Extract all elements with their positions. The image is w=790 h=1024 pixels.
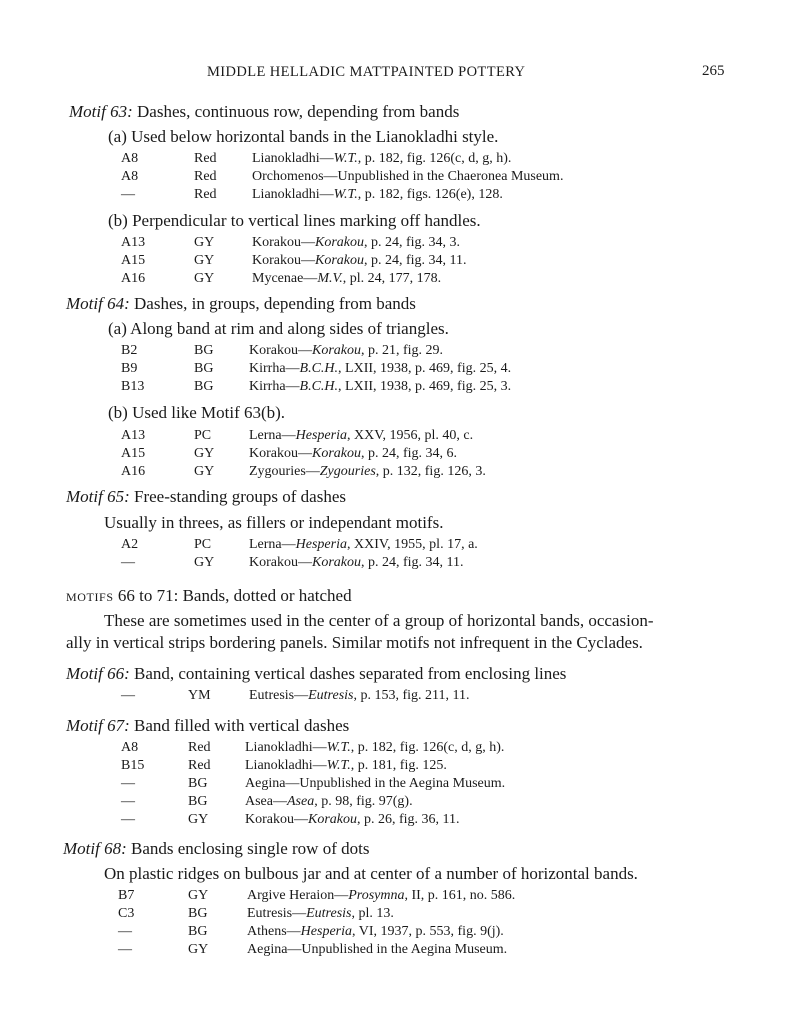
reference-text: , XXIV, 1955, pl. 17, a.: [346, 537, 478, 552]
catalogue-entry: [121, 688, 700, 706]
subsection-heading: (b) Used like Motif 63(b).: [108, 403, 286, 422]
ware-type: BG: [188, 906, 208, 921]
motif-title: Band filled with vertical dashes: [129, 716, 350, 735]
running-head: MIDDLE HELLADIC MATTPAINTED POTTERY: [207, 64, 526, 80]
reference-text: Aegina—Unpublished in the Aegina Museum.: [245, 776, 506, 791]
catalogue-entry: [118, 906, 700, 924]
reference: [249, 464, 486, 480]
motif-label: Motif 66:: [66, 664, 130, 683]
motif-heading: [63, 839, 369, 859]
reference-text: , LXII, 1938, p. 469, fig. 25, 3.: [338, 379, 512, 394]
shape-code: B13: [121, 379, 145, 394]
reference-text: Lianokladhi—: [245, 758, 327, 773]
reference-text: Mycenae—: [252, 271, 318, 286]
reference-title: W.T.: [333, 151, 358, 166]
shape-code: —: [121, 812, 135, 827]
shape-code: —: [118, 942, 132, 957]
catalogue-entry: [121, 271, 700, 289]
subsection-heading: (b) Perpendicular to vertical lines marking off handles.: [108, 211, 481, 230]
motif-label: Motif 64:: [66, 294, 130, 313]
catalogue-entry: [121, 537, 700, 555]
reference-title: Prosymna: [348, 888, 405, 903]
shape-code: C3: [118, 906, 135, 921]
ware-type: Red: [194, 169, 217, 184]
reference-title: B.C.H.: [299, 361, 339, 376]
ware-type: YM: [188, 688, 211, 703]
catalogue-entry: [118, 942, 700, 960]
reference: [249, 537, 478, 553]
catalogue-entry: [121, 776, 700, 794]
motif-title: 66 to 71: Bands, dotted or hatched: [113, 586, 352, 605]
ware-type: Red: [188, 740, 211, 755]
shape-code: —: [121, 794, 135, 809]
catalogue-entry: [121, 464, 700, 482]
catalogue-entry: [121, 758, 700, 776]
ware-type: GY: [194, 555, 215, 570]
catalogue-entry: [121, 169, 700, 187]
reference-text: , p. 98, fig. 97(g).: [314, 794, 413, 809]
reference: [245, 758, 447, 774]
paragraph-line: These are sometimes used in the center of a group of horizontal bands, occasion-: [104, 611, 654, 630]
motif-label: Motif 68:: [63, 839, 127, 858]
motif-label: Motif 63:: [69, 102, 133, 121]
reference: [245, 812, 460, 828]
reference: [247, 888, 515, 904]
reference: [245, 794, 413, 810]
reference: [252, 253, 467, 269]
reference-title: Korakou: [312, 446, 361, 461]
motif-heading: [66, 664, 566, 684]
reference-text: , pl. 13.: [351, 906, 394, 921]
ware-type: GY: [188, 942, 209, 957]
catalogue-entry: [121, 187, 700, 205]
reference: [252, 271, 441, 287]
reference-text: Eutresis—: [249, 688, 309, 703]
catalogue-entry: [121, 343, 700, 361]
reference: [252, 151, 511, 167]
catalogue-entry: [121, 446, 700, 464]
reference: [249, 361, 511, 377]
reference-text: Korakou—: [249, 343, 312, 358]
reference-text: , p. 24, fig. 34, 11.: [364, 253, 467, 268]
reference: [247, 906, 394, 922]
reference-text: , pl. 24, 177, 178.: [342, 271, 442, 286]
reference-title: Korakou: [312, 343, 361, 358]
reference-text: Athens—: [247, 924, 301, 939]
reference: [249, 379, 511, 395]
ware-type: BG: [188, 776, 208, 791]
reference-title: Hesperia: [295, 428, 347, 443]
paragraph-line: Usually in threes, as fillers or independant motifs.: [104, 513, 444, 532]
reference-title: Korakou: [315, 235, 364, 250]
reference-text: , p. 132, fig. 126, 3.: [375, 464, 486, 479]
shape-code: B2: [121, 343, 138, 358]
motif-heading: [66, 716, 349, 736]
reference-text: Orchomenos—Unpublished in the Chaeronea Museum.: [252, 169, 564, 184]
reference: [247, 924, 504, 940]
reference: [249, 688, 470, 704]
reference-text: , p. 153, fig. 211, 11.: [353, 688, 470, 703]
shape-code: A15: [121, 253, 146, 268]
catalogue-entry: [121, 253, 700, 271]
reference-text: Lerna—: [249, 428, 296, 443]
reference-title: Korakou: [315, 253, 364, 268]
motif-title: Free-standing groups of dashes: [129, 487, 346, 506]
reference: [249, 343, 443, 359]
reference-title: Korakou: [308, 812, 357, 827]
page-number: 265: [702, 63, 725, 79]
ware-type: GY: [194, 446, 215, 461]
reference-title: W.T.: [326, 758, 351, 773]
catalogue-entry: [121, 361, 700, 379]
reference-text: , p. 182, figs. 126(e), 128.: [357, 187, 503, 202]
reference-title: W.T.: [326, 740, 351, 755]
catalogue-entry: [118, 888, 700, 906]
reference-title: Eutresis: [306, 906, 352, 921]
ware-type: BG: [194, 361, 214, 376]
reference-text: Argive Heraion—: [247, 888, 349, 903]
reference-text: , p. 24, fig. 34, 3.: [364, 235, 461, 250]
motif-heading: [66, 294, 416, 314]
catalogue-entry: [121, 555, 700, 573]
shape-code: A8: [121, 169, 139, 184]
reference-title: W.T.: [333, 187, 358, 202]
reference-text: , VI, 1937, p. 553, fig. 9(j).: [352, 924, 504, 939]
motif-title: Band, containing vertical dashes separated from enclosing lines: [129, 664, 567, 683]
reference: [252, 235, 460, 251]
ware-type: Red: [194, 151, 217, 166]
shape-code: —: [118, 924, 132, 939]
shape-code: A13: [121, 235, 146, 250]
reference-text: Korakou—: [249, 555, 312, 570]
catalogue-entry: [118, 924, 700, 942]
ware-type: BG: [194, 343, 214, 358]
reference: [247, 942, 507, 958]
ware-type: GY: [194, 271, 215, 286]
shape-code: B15: [121, 758, 145, 773]
reference-text: Aegina—Unpublished in the Aegina Museum.: [247, 942, 508, 957]
ware-type: Red: [194, 187, 217, 202]
ware-type: BG: [188, 924, 208, 939]
reference-text: Korakou—: [249, 446, 312, 461]
paragraph-line: ally in vertical strips bordering panels. Similar motifs not infrequent in the Cyclades.: [66, 633, 643, 652]
shape-code: A8: [121, 740, 139, 755]
subsection-heading: (a) Along band at rim and along sides of triangles.: [108, 319, 449, 338]
subsection-heading: (a) Used below horizontal bands in the Lianokladhi style.: [108, 127, 499, 146]
shape-code: —: [121, 555, 135, 570]
catalogue-entry: [121, 740, 700, 758]
ware-type: Red: [188, 758, 211, 773]
catalogue-entry: [121, 151, 700, 169]
motif-title: Dashes, continuous row, depending from bands: [132, 102, 460, 121]
shape-code: —: [121, 187, 135, 202]
reference-text: , XXV, 1956, pl. 40, c.: [346, 428, 474, 443]
motif-label: MOTIFS: [66, 590, 114, 604]
motif-title: Bands enclosing single row of dots: [126, 839, 370, 858]
shape-code: A13: [121, 428, 146, 443]
reference: [249, 555, 464, 571]
reference-text: Lianokladhi—: [245, 740, 327, 755]
motif-label: Motif 65:: [66, 487, 130, 506]
reference-text: Kirrha—: [249, 379, 300, 394]
motif-heading: [66, 586, 352, 606]
reference: [252, 169, 563, 185]
reference-title: Eutresis: [308, 688, 354, 703]
reference-text: , p. 181, fig. 125.: [350, 758, 447, 773]
reference-text: , II, p. 161, no. 586.: [404, 888, 516, 903]
reference-text: Eutresis—: [247, 906, 307, 921]
ware-type: GY: [188, 888, 209, 903]
reference-text: Korakou—: [252, 253, 315, 268]
motif-heading: [69, 102, 459, 122]
reference-title: Korakou: [312, 555, 361, 570]
shape-code: A15: [121, 446, 146, 461]
motif-title: Dashes, in groups, depending from bands: [129, 294, 416, 313]
ware-type: PC: [194, 428, 212, 443]
paragraph-line: On plastic ridges on bulbous jar and at center of a number of horizontal bands.: [104, 864, 638, 883]
ware-type: GY: [194, 253, 215, 268]
reference: [245, 776, 505, 792]
reference-text: Lianokladhi—: [252, 187, 334, 202]
reference-text: Korakou—: [245, 812, 308, 827]
reference-text: , p. 24, fig. 34, 11.: [361, 555, 464, 570]
motif-label: Motif 67:: [66, 716, 130, 735]
shape-code: —: [121, 688, 135, 703]
shape-code: B9: [121, 361, 138, 376]
reference-title: Hesperia: [295, 537, 347, 552]
catalogue-entry: [121, 428, 700, 446]
reference: [252, 187, 503, 203]
shape-code: A8: [121, 151, 139, 166]
ware-type: GY: [194, 235, 215, 250]
catalogue-entry: [121, 379, 700, 397]
reference-text: Asea—: [245, 794, 287, 809]
reference-text: , p. 21, fig. 29.: [361, 343, 444, 358]
ware-type: BG: [188, 794, 208, 809]
reference-title: Asea: [287, 794, 315, 809]
reference-text: Lianokladhi—: [252, 151, 334, 166]
reference-text: , p. 182, fig. 126(c, d, g, h).: [357, 151, 512, 166]
ware-type: PC: [194, 537, 212, 552]
reference-text: Kirrha—: [249, 361, 300, 376]
reference-title: M.V.: [317, 271, 343, 286]
ware-type: BG: [194, 379, 214, 394]
ware-type: GY: [188, 812, 209, 827]
reference: [249, 428, 473, 444]
shape-code: A2: [121, 537, 139, 552]
motif-heading: [66, 487, 346, 507]
shape-code: A16: [121, 271, 146, 286]
reference-text: Zygouries—: [249, 464, 320, 479]
reference-title: B.C.H.: [299, 379, 339, 394]
shape-code: —: [121, 776, 135, 791]
reference-text: , LXII, 1938, p. 469, fig. 25, 4.: [338, 361, 512, 376]
reference: [245, 740, 504, 756]
shape-code: A16: [121, 464, 146, 479]
catalogue-entry: [121, 235, 700, 253]
reference-title: Hesperia: [300, 924, 352, 939]
reference-text: , p. 26, fig. 36, 11.: [357, 812, 460, 827]
catalogue-entry: [121, 794, 700, 812]
shape-code: B7: [118, 888, 135, 903]
reference-text: , p. 182, fig. 126(c, d, g, h).: [350, 740, 505, 755]
catalogue-entry: [121, 812, 700, 830]
reference: [249, 446, 457, 462]
reference-text: , p. 24, fig. 34, 6.: [361, 446, 458, 461]
reference-text: Lerna—: [249, 537, 296, 552]
ware-type: GY: [194, 464, 215, 479]
reference-text: Korakou—: [252, 235, 315, 250]
reference-title: Zygouries: [319, 464, 376, 479]
